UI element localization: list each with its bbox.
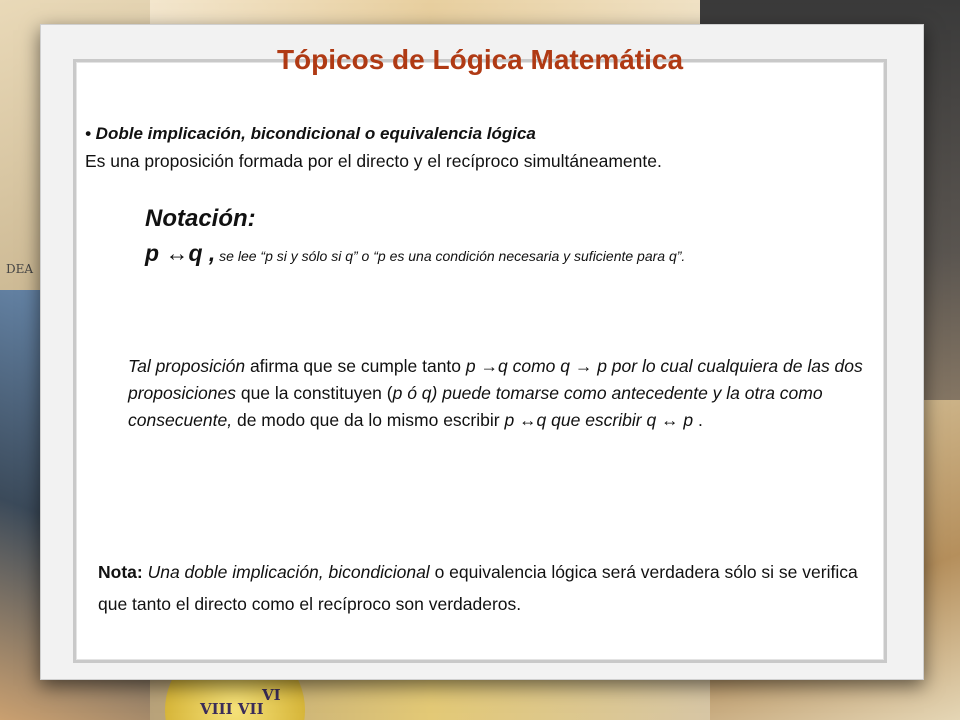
definition-text: Es una proposición formada por el directo y el recíproco simultáneamente. xyxy=(85,151,662,171)
para-span: que la constituyen ( xyxy=(235,383,393,403)
para-span: p ó q) puede tomarse como antecedente y la otra como consecuente, xyxy=(128,383,823,430)
para-span: de modo que da lo mismo escribir xyxy=(232,410,505,430)
notation-symbol: p ↔q , xyxy=(145,240,216,266)
para-span: . xyxy=(693,410,703,430)
para-span: p →q como q → p por lo cual cualquiera de las dos proposiciones xyxy=(128,356,863,403)
note-span: Una doble implicación, bicondicional xyxy=(142,562,430,582)
explanation-paragraph xyxy=(128,353,888,434)
para-span: p ↔q que escribir q ↔ p xyxy=(504,410,694,430)
notation-heading: Notación: xyxy=(145,205,256,232)
note-span: o equivalencia lógica será verdadera sólo si se verifica que tanto el directo como el recíproco son verdaderos. xyxy=(98,562,858,614)
corner-text: DEA xyxy=(6,262,34,276)
note-paragraph xyxy=(98,556,888,620)
para-span: Tal proposición xyxy=(128,356,246,376)
roman-numeral: VIII VII xyxy=(200,700,264,718)
para-span: afirma que se cumple tanto xyxy=(245,356,466,376)
note-label: Nota: xyxy=(98,562,143,582)
notation-body xyxy=(145,239,815,271)
notation-reading: se lee “p si y sólo si q” o “p es una condición necesaria y suficiente para q”. xyxy=(215,248,686,264)
roman-numeral: VI xyxy=(262,686,281,704)
bullet-heading: • Doble implicación, bicondicional o equivalencia lógica xyxy=(85,124,536,143)
slide-title: Tópicos de Lógica Matemática xyxy=(276,44,684,75)
